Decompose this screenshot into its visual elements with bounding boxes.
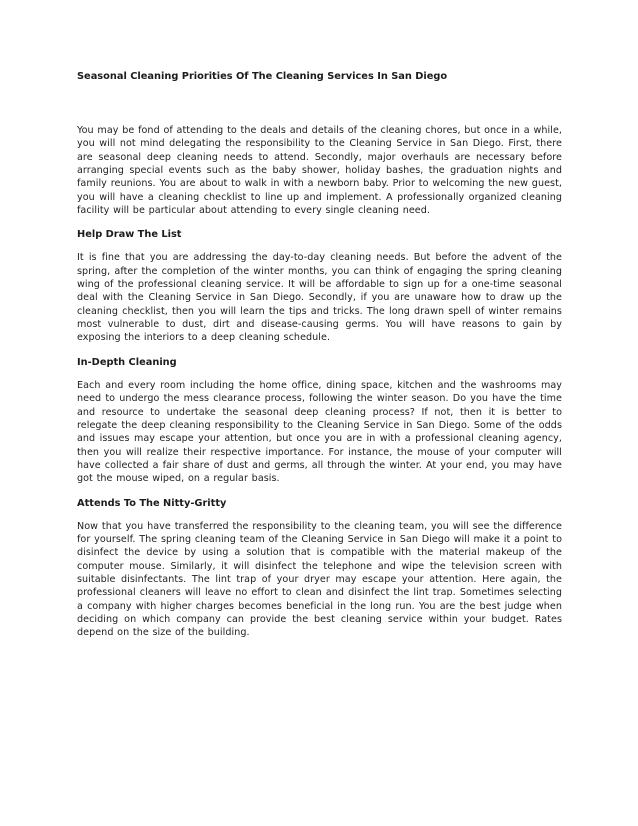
section-heading-in-depth-cleaning: In-Depth Cleaning <box>77 356 177 368</box>
document-title: Seasonal Cleaning Priorities Of The Cleaning Services In San Diego <box>77 71 448 82</box>
section-body-attends-to-the-nitty-gritty: Now that you have transferred the responsibility to the cleaning team, you will see the difference for yourself. The spring cleaning team of the Cleaning Service in San Diego will make it a point to disinfect the device by using a solution that is compatible with the material makeup of the computer mouse. Similarly, it will disinfect the telephone and wipe the television screen with suitable disinfectants. The lint trap of your dryer may escape your attention. Here again, the professional cleaners will leave no effort to clean and disinfect the lint trap. Sometimes selecting a company with higher charges becomes beneficial in the long run. You are the best judge when deciding on which company can provide the best cleaning service within your budget. Rates depend on the size of the building. <box>77 520 562 639</box>
intro-paragraph: You may be fond of attending to the deals and details of the cleaning chores, but once in a while, you will not mind delegating the responsibility to the Cleaning Service in San Diego. First, there are seasonal deep cleaning needs to attend. Secondly, major overhauls are necessary before arranging special events such as the baby shower, holiday bashes, the graduation nights and family reunions. You are about to walk in with a newborn baby. Prior to welcoming the new guest, you will have a cleaning checklist to line up and implement. A professionally organized cleaning facility will be particular about attending to every single cleaning need. <box>77 125 562 217</box>
section-heading-attends-to-the-nitty-gritty: Attends To The Nitty-Gritty <box>77 497 227 509</box>
section-body-help-draw-the-list: It is fine that you are addressing the day-to-day cleaning needs. But before the advent of the spring, after the completion of the winter months, you can think of engaging the spring cleaning wing of the professional cleaning service. It will be affordable to sign up for a one-time seasonal deal with the Cleaning Service in San Diego. Secondly, if you are unaware how to draw up the cleaning checklist, then you will learn the tips and tricks. The long drawn spell of winter remains most vulnerable to dust, dirt and disease-causing germs. You will have reasons to gain by exposing the interiors to a deep cleaning schedule. <box>77 252 562 344</box>
section-body-in-depth-cleaning: Each and every room including the home office, dining space, kitchen and the washrooms may need to undergo the mess clearance process, following the winter season. Do you have the time and resource to undertake the seasonal deep cleaning process? If not, then it is better to relegate the deep cleaning responsibility to the Cleaning Service in San Diego. Some of the odds and issues may escape your attention, but once you are in with a professional cleaning agency, then you will realize their respective importance. For instance, the mouse of your computer will have collected a fair share of dust and germs, all through the winter. At your end, you may have got the mouse wiped, on a regular basis. <box>77 379 562 485</box>
document-page <box>77 70 562 640</box>
section-heading-help-draw-the-list: Help Draw The List <box>77 229 182 241</box>
